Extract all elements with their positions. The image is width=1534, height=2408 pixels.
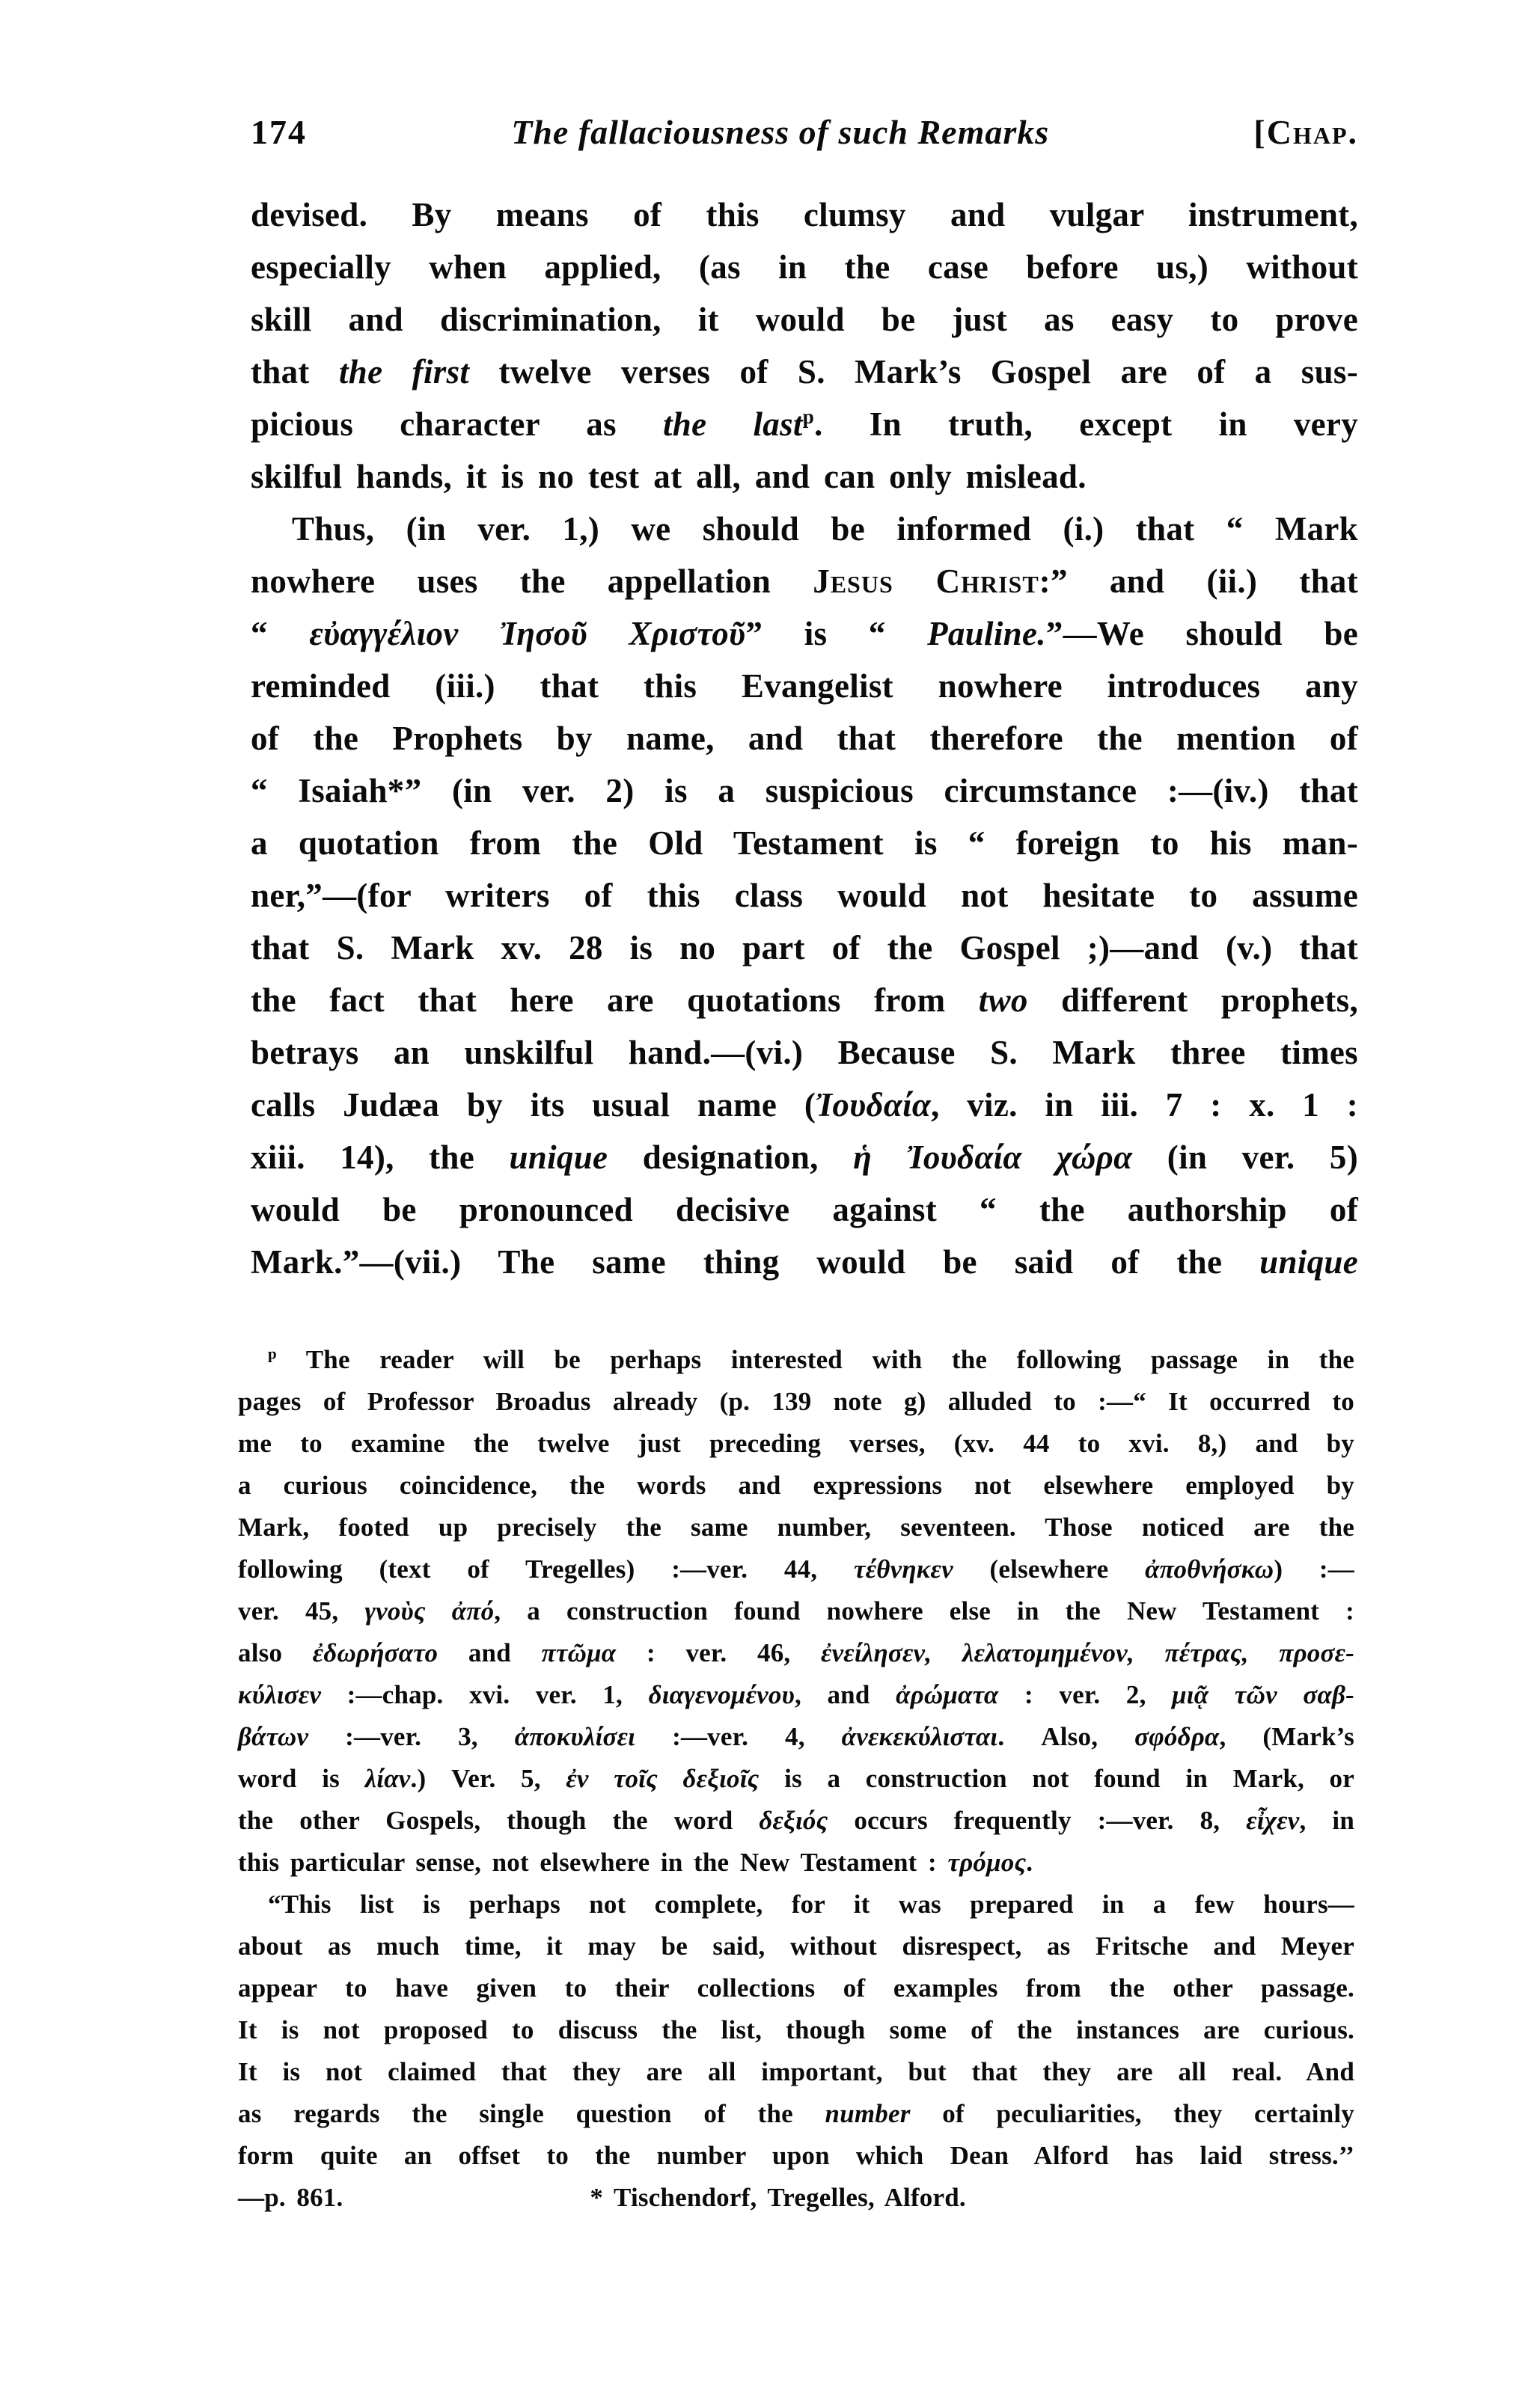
- text-run: .) Ver. 5,: [410, 1764, 566, 1793]
- text-run: following (text of Tregelles) :—ver. 44,: [238, 1554, 854, 1584]
- text-run: ver. 45,: [238, 1596, 365, 1626]
- text-run: , viz. in iii. 7 : x. 1 :: [931, 1086, 1358, 1124]
- text-run: would be pronounced decisive against “ the authorship of: [251, 1191, 1358, 1228]
- text-run: ἀποθνήσκω: [1145, 1554, 1274, 1584]
- text-run: . In truth, except in very: [814, 405, 1359, 443]
- footnote-line: [238, 1674, 1354, 1716]
- text-run: διαγενομένου: [648, 1680, 795, 1709]
- text-run: the last: [662, 405, 803, 443]
- text-run: “This list is perhaps not complete, for it was prepared in a few hours—: [268, 1890, 1354, 1919]
- footnotes: [238, 1339, 1354, 2219]
- footnote-line: [238, 1716, 1354, 1758]
- footnote-line: [238, 1590, 1354, 1632]
- text-run: as regards the single question of the: [238, 2099, 825, 2128]
- text-run: of peculiarities, they certainly: [910, 2099, 1354, 2128]
- body-line: [251, 1131, 1358, 1183]
- text-run: me to examine the twelve just preceding verses, (xv. 44 to xvi. 8,) and by: [238, 1429, 1354, 1458]
- text-run: δεξιός: [759, 1806, 828, 1835]
- text-run: Jesus Christ: [813, 563, 1039, 600]
- text-run: is a construction not found in Mark, or: [759, 1764, 1354, 1793]
- text-run: , a construction found nowhere else in the New Testament :: [494, 1596, 1354, 1626]
- body-line: [251, 974, 1358, 1026]
- body-line: [251, 1183, 1358, 1236]
- footnote-line: [238, 2009, 1354, 2051]
- footnote-line: [238, 1632, 1354, 1674]
- text-run: εἶχεν: [1246, 1806, 1300, 1835]
- body-line: [251, 450, 1358, 503]
- text-run: ἐνείλησεν, λελατομημένον, πέτρας, προσε-: [821, 1638, 1354, 1667]
- text-run: twelve verses of S. Mark’s Gospel are of a sus-: [469, 353, 1359, 390]
- footnote-line: [238, 1758, 1354, 1800]
- text-run: pages of Professor Broadus already (p. 139 note g) alluded to :—“ It occurred to: [238, 1387, 1354, 1416]
- text-run: that: [251, 353, 339, 390]
- body-line: [251, 1236, 1358, 1288]
- text-run: about as much time, it may be said, without disrespect, as Fritsche and Meyer: [238, 1931, 1354, 1961]
- text-run: skilful hands, it is no test at all, and can only mislead.: [251, 458, 1087, 495]
- text-run: βάτων: [238, 1722, 309, 1751]
- text-run: word is: [238, 1764, 365, 1793]
- text-run: ἀποκυλίσει: [514, 1722, 636, 1751]
- text-run: number: [825, 2099, 911, 2128]
- text-run: Thus, (in ver. 1,) we should be informed (i.) that “ Mark: [292, 510, 1358, 548]
- text-run: occurs frequently :—ver. 8,: [828, 1806, 1247, 1835]
- text-run: σφόδρα: [1134, 1722, 1220, 1751]
- body-line: [251, 660, 1358, 712]
- text-run: .: [1026, 1848, 1033, 1877]
- footnote-line: [238, 1842, 1354, 1884]
- text-run: a curious coincidence, the words and expressions not elsewhere employed by: [238, 1471, 1354, 1500]
- text-run: nowhere uses the appellation: [251, 563, 813, 600]
- text-run: “ Isaiah*” (in ver. 2) is a suspicious circumstance :—(iv.) that: [251, 772, 1358, 809]
- text-run: picious character as: [251, 405, 663, 443]
- text-run: ) :—: [1274, 1554, 1354, 1584]
- body-text: [251, 189, 1358, 1288]
- text-run: xiii. 14), the: [251, 1139, 510, 1176]
- body-line: [251, 712, 1358, 765]
- text-run: ner,”—(for writers of this class would not hesitate to assume: [251, 877, 1358, 914]
- footnote-line: [238, 2135, 1354, 2177]
- text-run: p: [268, 1344, 277, 1363]
- body-line: [251, 607, 1358, 660]
- body-line: [251, 555, 1358, 607]
- text-run: :—chap. xvi. ver. 1,: [321, 1680, 649, 1709]
- text-run: . Also,: [997, 1722, 1135, 1751]
- text-run: unique: [1259, 1243, 1358, 1281]
- text-run: λίαν: [364, 1764, 411, 1793]
- text-run: πτῶμα: [541, 1638, 617, 1667]
- text-run: , in: [1299, 1806, 1354, 1835]
- footnote-line: [238, 2051, 1354, 2093]
- text-run: Mark, footed up precisely the same number, seventeen. Those noticed are the: [238, 1513, 1354, 1542]
- text-run: τρόμος: [947, 1848, 1027, 1877]
- footnote-line: [238, 1926, 1354, 1967]
- text-run: γνοὺς ἀπό: [364, 1596, 495, 1626]
- text-run: betrays an unskilful hand.—(vi.) Because S. Mark three times: [251, 1034, 1358, 1071]
- body-line: [251, 503, 1358, 555]
- text-run: :—ver. 3,: [308, 1722, 515, 1751]
- text-run: ἡ Ἰουδαία χώρα: [853, 1139, 1133, 1176]
- text-run: appear to have given to their collections of examples from the other passage.: [238, 1973, 1354, 2003]
- text-run: reminded (iii.) that this Evangelist nowhere introduces any: [251, 667, 1358, 705]
- text-run: ἐν τοῖς δεξιοῖς: [566, 1764, 760, 1793]
- body-line: [251, 346, 1358, 398]
- text-run: the other Gospels, though the word: [238, 1806, 760, 1835]
- text-run: a quotation from the Old Testament is “ foreign to his man-: [251, 824, 1358, 862]
- text-run: also: [238, 1638, 313, 1667]
- text-run: the fact that here are quotations from: [251, 981, 979, 1019]
- body-line: [251, 869, 1358, 922]
- body-line: [251, 1026, 1358, 1079]
- text-run: different prophets,: [1027, 981, 1358, 1019]
- text-run: skill and discrimination, it would be just as easy to prove: [251, 301, 1358, 338]
- body-line: [251, 293, 1358, 346]
- text-run: form quite an offset to the number upon which Dean Alford has laid stress.’’: [238, 2141, 1354, 2170]
- text-run: ἀρώματα: [896, 1680, 999, 1709]
- text-run: It is not proposed to discuss the list, though some of the instances are curious.: [238, 2015, 1354, 2044]
- text-run: * Tischendorf, Tregelles, Alford.: [590, 2183, 966, 2212]
- text-run: devised. By means of this clumsy and vulgar instrument,: [251, 196, 1358, 233]
- text-run: Mark.”—(vii.) The same thing would be said of the: [251, 1243, 1260, 1281]
- text-run: “: [251, 615, 310, 652]
- footnote-line: [238, 1884, 1354, 1926]
- footnote-line: [238, 1507, 1354, 1548]
- text-run: κύλισεν: [238, 1680, 322, 1709]
- running-title: The fallaciousness of such Remarks: [511, 113, 1050, 151]
- page-header: [251, 109, 1358, 156]
- footnote-line: [238, 1548, 1354, 1590]
- text-run: two: [978, 981, 1028, 1019]
- body-line: [251, 398, 1358, 450]
- text-run: ἐδωρήσατο: [312, 1638, 438, 1667]
- text-run: especially when applied, (as in the case before us,) without: [251, 248, 1358, 286]
- text-run: It is not claimed that they are all important, but that they are all real. And: [238, 2057, 1354, 2086]
- text-run: :” and (ii.) that: [1039, 563, 1358, 600]
- text-run: ”—We should be: [1045, 615, 1358, 652]
- text-run: calls Judæa by its usual name (: [251, 1086, 816, 1124]
- text-run: τέθνηκεν: [853, 1554, 953, 1584]
- text-run: the first: [338, 353, 470, 390]
- text-run: : ver. 2,: [998, 1680, 1173, 1709]
- text-run: The reader will be perhaps interested with the following passage in the: [276, 1345, 1354, 1374]
- text-run: of the Prophets by name, and that therefore the mention of: [251, 720, 1358, 757]
- text-run: , (Mark’s: [1219, 1722, 1354, 1751]
- text-run: this particular sense, not elsewhere in the New Testament :: [238, 1848, 948, 1877]
- footnote-line: [238, 2093, 1354, 2135]
- body-line: [251, 817, 1358, 869]
- footnote-line: [238, 1339, 1354, 1381]
- text-run: (in ver. 5): [1132, 1139, 1358, 1176]
- footnote-line: [238, 1465, 1354, 1507]
- text-run: and: [438, 1638, 542, 1667]
- body-line: [251, 922, 1358, 974]
- chapter-marker: [Chap.: [1253, 113, 1358, 151]
- text-run: , and: [794, 1680, 896, 1709]
- text-run: Pauline.: [927, 615, 1046, 652]
- text-run: unique: [509, 1139, 608, 1176]
- text-run: μιᾷ τῶν σαβ-: [1172, 1680, 1354, 1709]
- text-run: p: [802, 405, 815, 428]
- body-line: [251, 189, 1358, 241]
- text-run: ἀνεκεκύλισται: [841, 1722, 998, 1751]
- footnote-line: [238, 2177, 1354, 2219]
- text-run: :—ver. 4,: [635, 1722, 842, 1751]
- text-run: designation,: [608, 1139, 854, 1176]
- text-run: ” is “: [745, 615, 928, 652]
- body-line: [251, 1079, 1358, 1131]
- footnote-line: [238, 1967, 1354, 2009]
- text-run: (elsewhere: [953, 1554, 1146, 1584]
- text-run: : ver. 46,: [616, 1638, 822, 1667]
- text-run: εὐαγγέλιον Ἰησοῦ Χριστοῦ: [309, 615, 746, 652]
- footnote-line: [238, 1800, 1354, 1842]
- footnote-line: [238, 1423, 1354, 1465]
- page-number: 174: [251, 113, 307, 151]
- text-run: —p. 861.: [238, 2183, 343, 2212]
- text-run: that S. Mark xv. 28 is no part of the Gospel ;)—and (v.) that: [251, 929, 1358, 966]
- text-run: Ἰουδαία: [816, 1086, 932, 1124]
- footnote-line: [238, 1381, 1354, 1423]
- body-line: [251, 241, 1358, 293]
- body-line: [251, 765, 1358, 817]
